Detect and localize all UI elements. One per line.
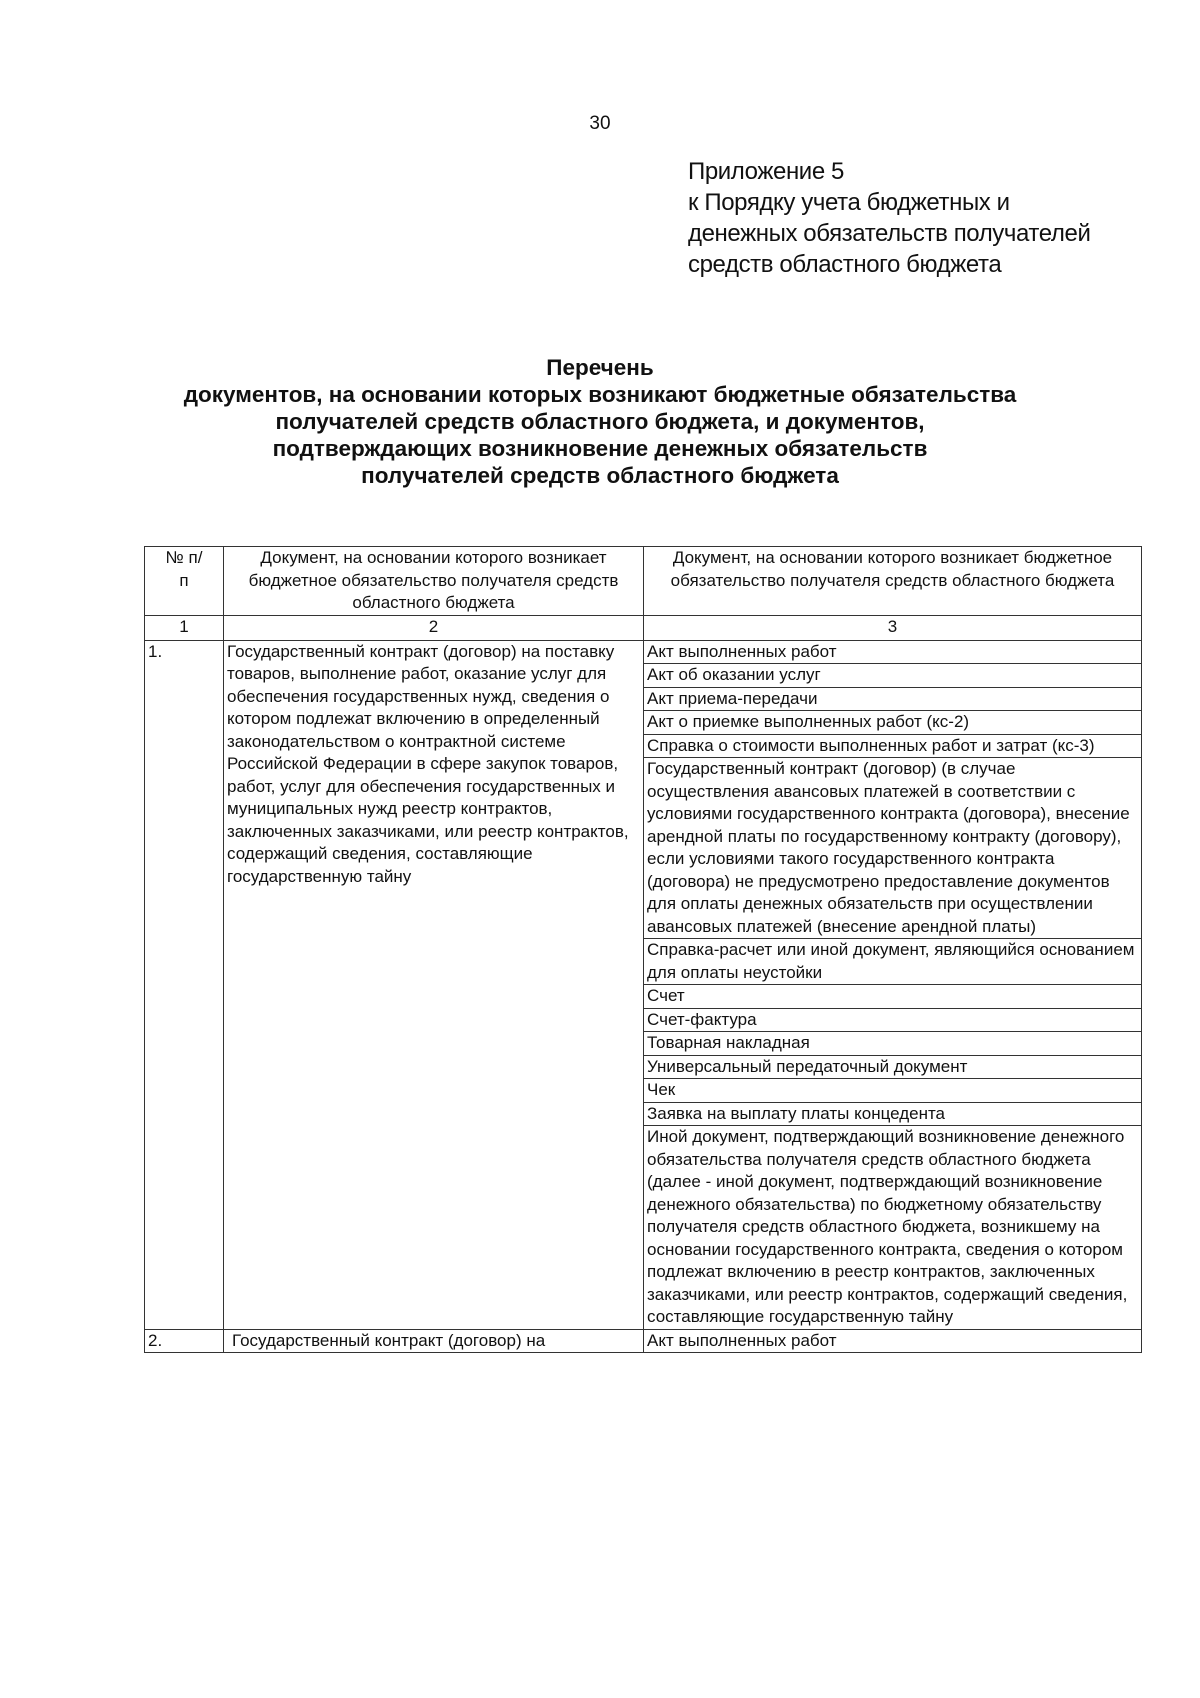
table-row: [145, 1329, 1142, 1353]
confirming-document: Счет-фактура: [644, 1008, 1142, 1032]
page-number: 30: [589, 113, 611, 134]
confirming-document: Иной документ, подтверждающий возникновение денежного обязательства получателя средств областного бюджета (далее - иной документ, подтверждающий возникновение денежного обязательства) по бюджетному обязательству получателя средств областного бюджета, возникшему на основании государственного контракта, сведения о котором подлежат включению в реестр контрактов, заключенных заказчиками, или реестр контрактов, содержащий сведения, составляющие государственную тайну: [644, 1126, 1142, 1330]
column-number: 2: [224, 615, 644, 640]
confirming-document: Государственный контракт (договор) (в случае осуществления авансовых платежей в соответствии с условиями государственного контракта (договора), внесение арендной платы по государственному контракту (договору), если условиями такого государственного контракта (договора) не предусмотрено предоставление документов для оплаты денежных обязательств при осуществлении авансовых платежей (внесение арендной платы): [644, 758, 1142, 939]
confirming-document: Универсальный передаточный документ: [644, 1055, 1142, 1079]
appendix-line: к Порядку учета бюджетных и: [688, 189, 1010, 216]
appendix-reference: [688, 156, 1090, 280]
row-number: 1.: [145, 640, 224, 1329]
confirming-document: Чек: [644, 1079, 1142, 1103]
title-line: документов, на основании которых возникают бюджетные обязательства: [183, 382, 1017, 407]
title-heading: Перечень: [546, 355, 654, 380]
confirming-document: Справка-расчет или иной документ, являющийся основанием для оплаты неустойки: [644, 939, 1142, 985]
title-line: подтверждающих возникновение денежных обязательств: [272, 436, 928, 461]
column-number-row: [145, 615, 1142, 640]
confirming-document: Заявка на выплату платы концедента: [644, 1102, 1142, 1126]
table-header-row: [145, 547, 1142, 616]
documents-table: [144, 546, 1142, 1353]
confirming-document: Счет: [644, 985, 1142, 1009]
appendix-line: денежных обязательств получателей: [688, 220, 1091, 247]
row-number: 2.: [145, 1329, 224, 1353]
document-title: [140, 354, 1060, 489]
appendix-line: средств областного бюджета: [688, 251, 1002, 278]
confirming-document: Акт приема-передачи: [644, 687, 1142, 711]
header-number: № п/п: [145, 547, 224, 616]
confirming-document: Акт о приемке выполненных работ (кс-2): [644, 711, 1142, 735]
confirming-document: Справка о стоимости выполненных работ и затрат (кс-3): [644, 734, 1142, 758]
confirming-document: Акт об оказании услуг: [644, 664, 1142, 688]
confirming-document: Акт выполненных работ: [644, 640, 1142, 664]
obligation-document: Государственный контракт (договор) на поставку товаров, выполнение работ, оказание услуг для обеспечения государственных нужд, сведения о котором подлежат включению в определенный законодательством о контрактной системе Российской Федерации в сфере закупок товаров, работ, услуг для обеспечения государственных и муниципальных нужд реестр контрактов, заключенных заказчиками, или реестр контрактов, содержащий сведения, составляющие государственную тайну: [224, 640, 644, 1329]
obligation-document: Государственный контракт (договор) на: [224, 1329, 644, 1353]
confirming-document: Товарная накладная: [644, 1032, 1142, 1056]
table-row: [145, 640, 1142, 664]
header-confirming-document: Документ, на основании которого возникает бюджетное обязательство получателя средств областного бюджета: [644, 547, 1142, 616]
title-line: получателей средств областного бюджета: [361, 463, 839, 488]
column-number: 3: [644, 615, 1142, 640]
header-obligation-document: Документ, на основании которого возникает бюджетное обязательство получателя средств областного бюджета: [224, 547, 644, 616]
title-line: получателей средств областного бюджета, и документов,: [275, 409, 925, 434]
column-number: 1: [145, 615, 224, 640]
confirming-document: Акт выполненных работ: [644, 1329, 1142, 1353]
appendix-line: Приложение 5: [688, 158, 844, 185]
